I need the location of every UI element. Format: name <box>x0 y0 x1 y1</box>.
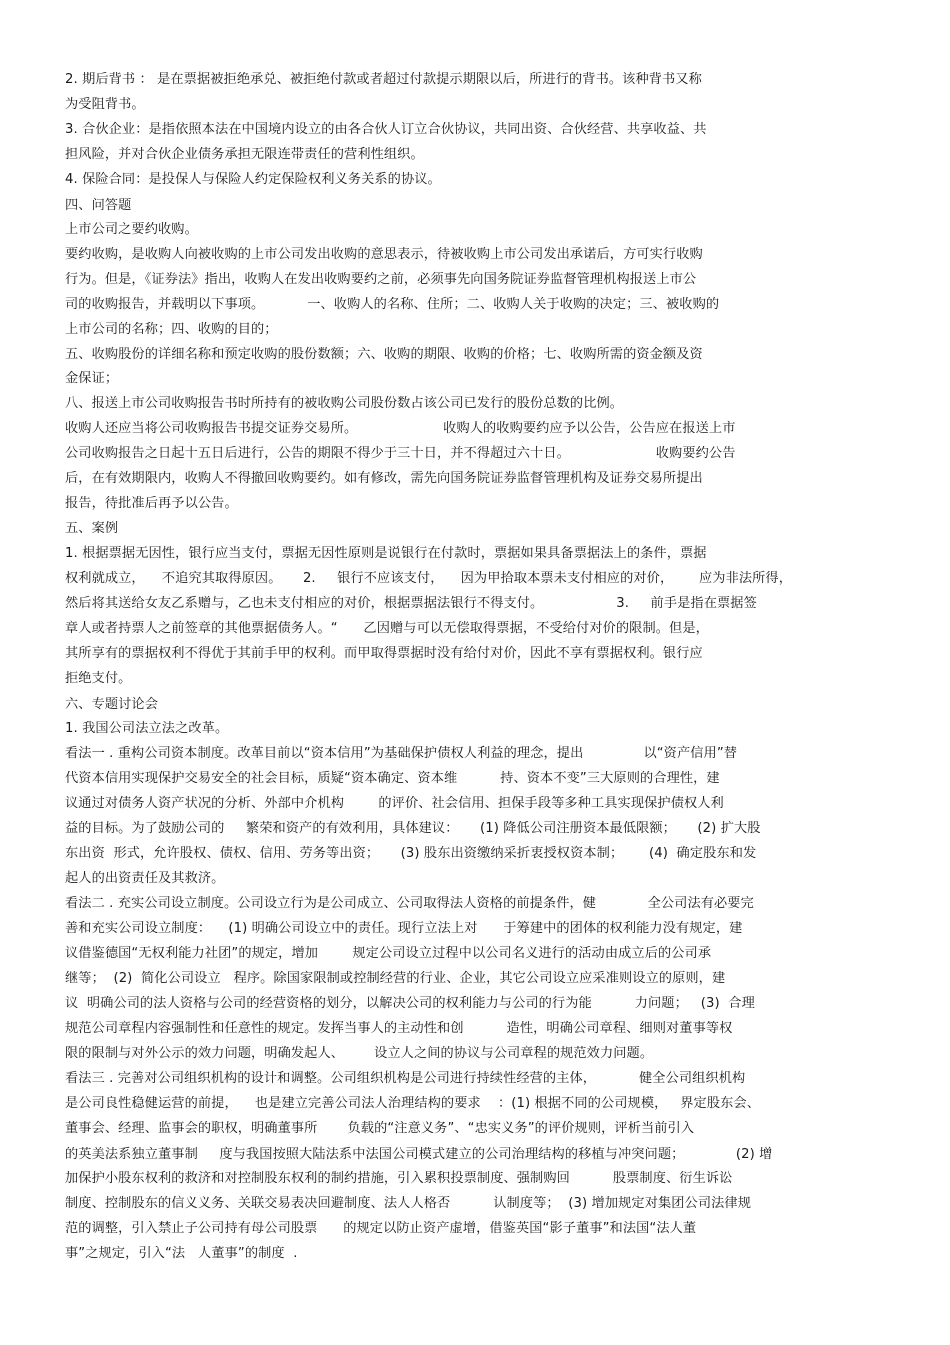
text-line-35: 善和充实公司设立制度： (1) 明确公司设立中的责任。现行立法上对 于筹建中的团体的权利能力没有规定，建 <box>65 921 743 936</box>
text-line-46: 制度、控制股东的信义义务、关联交易表决回避制度、法人人格否 认制度等； (3) 增加规定对集团公司法律规 <box>65 1196 751 1211</box>
text-line-20: 1. 根据票据无因性，银行应当支付，票据无因性原则是说银行在付款时，票据如果具备票据法上的条件，票据 <box>65 546 707 561</box>
text-line-36: 议借鉴德国“无权利能力社团”的规定，增加 规定公司设立过程中以公司名义进行的活动由成立后的公司承 <box>65 946 712 961</box>
text-line-29: 代资本信用实现保护交易安全的社会目标，质疑“资本确定、资本维 持、资本不变”三大原则的合理性，建 <box>65 771 720 786</box>
text-line-1: 2. 期后背书 ： 是在票据被拒绝承兑、被拒绝付款或者超过付款提示期限以后，所进行的背书。该种背书又称 <box>65 72 702 87</box>
text-line-14: 八、报送上市公司收购报告书时所持有的被收购公司股份数占该公司已发行的股份总数的比例。 <box>65 396 624 411</box>
text-line-2: 为受阻背书。 <box>65 97 145 112</box>
text-line-23: 章人或者持票人之前签章的其他票据债务人。“ 乙因赠与可以无偿取得票据，不受给付对价的限制。但是， <box>65 621 709 636</box>
text-line-4: 担风险，并对合伙企业债务承担无限连带责任的营利性组织。 <box>65 147 424 162</box>
text-line-25: 拒绝支付。 <box>65 671 132 686</box>
text-line-44: 的英美法系独立董事制 度与我国按照大陆法系中法国公司模式建立的公司治理结构的移植与冲突问题； (2) 增 <box>65 1147 773 1162</box>
text-line-34: 看法二 . 充实公司设立制度。公司设立行为是公司成立、公司取得法人资格的前提条件，健 全公司法有必要完 <box>65 896 754 911</box>
text-line-42: 是公司良性稳健运营的前提， 也是建立完善公司法人治理结构的要求 ：(1) 根据不同的公司规模， 界定股东会、 <box>65 1096 760 1111</box>
text-line-41: 看法三 . 完善对公司组织机构的设计和调整。公司组织机构是公司进行持续性经营的主体， 健全公司组织机构 <box>65 1071 746 1086</box>
text-line-6: 四、问答题 <box>65 198 132 213</box>
text-line-24: 其所享有的票据权利不得优于其前手甲的权利。而甲取得票据时没有给付对价，因此不享有票据权利。银行应 <box>65 646 703 661</box>
text-line-8: 要约收购，是收购人向被收购的上市公司发出收购的意思表示，待被收购上市公司发出承诺后，方可实行收购 <box>65 247 703 262</box>
text-line-22: 然后将其送给女友乙系赠与，乙也未支付相应的对价，根据票据法银行不得支付。 3. 前手是指在票据签 <box>65 596 757 611</box>
text-line-12: 五、收购股份的详细名称和预定收购的股份数额；六、收购的期限、收购的价格；七、收购所需的资金额及资 <box>65 347 703 362</box>
text-line-31: 益的目标。为了鼓励公司的 繁荣和资产的有效利用，具体建议： (1) 降低公司注册资本最低限额； (2) 扩大股 <box>65 821 761 836</box>
text-line-9: 行为。但是，《证券法》指出，收购人在发出收购要约之前，必须事先向国务院证券监督管理机构报送上市公 <box>65 272 697 287</box>
text-line-37: 继等； (2) 简化公司设立 程序。除国家限制或控制经营的行业、企业，其它公司设立应采准则设立的原则，建 <box>65 971 726 986</box>
text-line-16: 公司收购报告之日起十五日后进行，公告的期限不得少于三十日，并不得超过六十日。 收购要约公告 <box>65 446 736 461</box>
text-line-15: 收购人还应当将公司收购报告书提交证券交易所。 收购人的收购要约应予以公告，公告应在报送上市 <box>65 421 736 436</box>
text-line-27: 1. 我国公司法立法之改革。 <box>65 721 229 736</box>
text-line-17: 后，在有效期限内，收购人不得撤回收购要约。如有修改，需先向国务院证券监督管理机构及证券交易所提出 <box>65 471 703 486</box>
text-line-47: 范的调整，引入禁止子公司持有母公司股票 的规定以防止资产虚增，借鉴英国“影子董事”和法国“法人董 <box>65 1221 697 1236</box>
text-line-30: 议通过对债务人资产状况的分析、外部中介机构 的评价、社会信用、担保手段等多种工具实现保护债权人利 <box>65 796 724 811</box>
text-line-5: 4. 保险合同：是投保人与保险人约定保险权利义务关系的协议。 <box>65 172 441 187</box>
text-line-11: 上市公司的名称；四、收购的目的； <box>65 322 278 337</box>
text-line-26: 六、专题讨论会 <box>65 697 159 712</box>
text-line-39: 规范公司章程内容强制性和任意性的规定。发挥当事人的主动性和创 造性，明确公司章程、细则对董事等权 <box>65 1021 733 1036</box>
text-line-38: 议 明确公司的法人资格与公司的经营资格的划分，以解决公司的权利能力与公司的行为能 力问题； (3) 合理 <box>65 996 755 1011</box>
text-line-48: 事”之规定，引入“法 人董事”的制度 . <box>65 1246 298 1261</box>
text-line-13: 金保证； <box>65 371 119 386</box>
text-line-18: 报告，待批准后再予以公告。 <box>65 496 238 511</box>
text-line-3: 3. 合伙企业：是指依照本法在中国境内设立的由各合伙人订立合伙协议，共同出资、合伙经营、共享收益、共 <box>65 122 707 137</box>
text-line-45: 加保护小股东权利的救济和对控制股东权利的制约措施，引入累积投票制度、强制购回 股票制度、衍生诉讼 <box>65 1171 733 1186</box>
text-line-43: 董事会、经理、监事会的职权，明确董事所 负载的“注意义务”、“忠实义务”的评价规则，评析当前引入 <box>65 1121 695 1136</box>
text-line-33: 起人的出资责任及其救济。 <box>65 871 225 886</box>
text-line-32: 东出资 形式，允许股权、债权、信用、劳务等出资； (3) 股东出资缴纳采折衷授权资本制； (4) 确定股东和发 <box>65 846 757 861</box>
text-line-40: 限的限制与对外公示的效力问题，明确发起人、 设立人之间的协议与公司章程的规范效力问题。 <box>65 1046 654 1061</box>
text-line-7: 上市公司之要约收购。 <box>65 222 198 237</box>
text-line-21: 权利就成立， 不追究其取得原因。 2. 银行不应该支付， 因为甲拾取本票未支付相应的对价， 应为非法所得， <box>65 571 793 586</box>
text-line-19: 五、案例 <box>65 521 119 536</box>
text-line-10: 司的收购报告，并载明以下事项。 一、收购人的名称、住所；二、收购人关于收购的决定；三、被收购的 <box>65 297 720 312</box>
text-line-28: 看法一 . 重构公司资本制度。改革目前以“资本信用”为基础保护债权人利益的理念，提出 以“资产信用”替 <box>65 746 738 761</box>
